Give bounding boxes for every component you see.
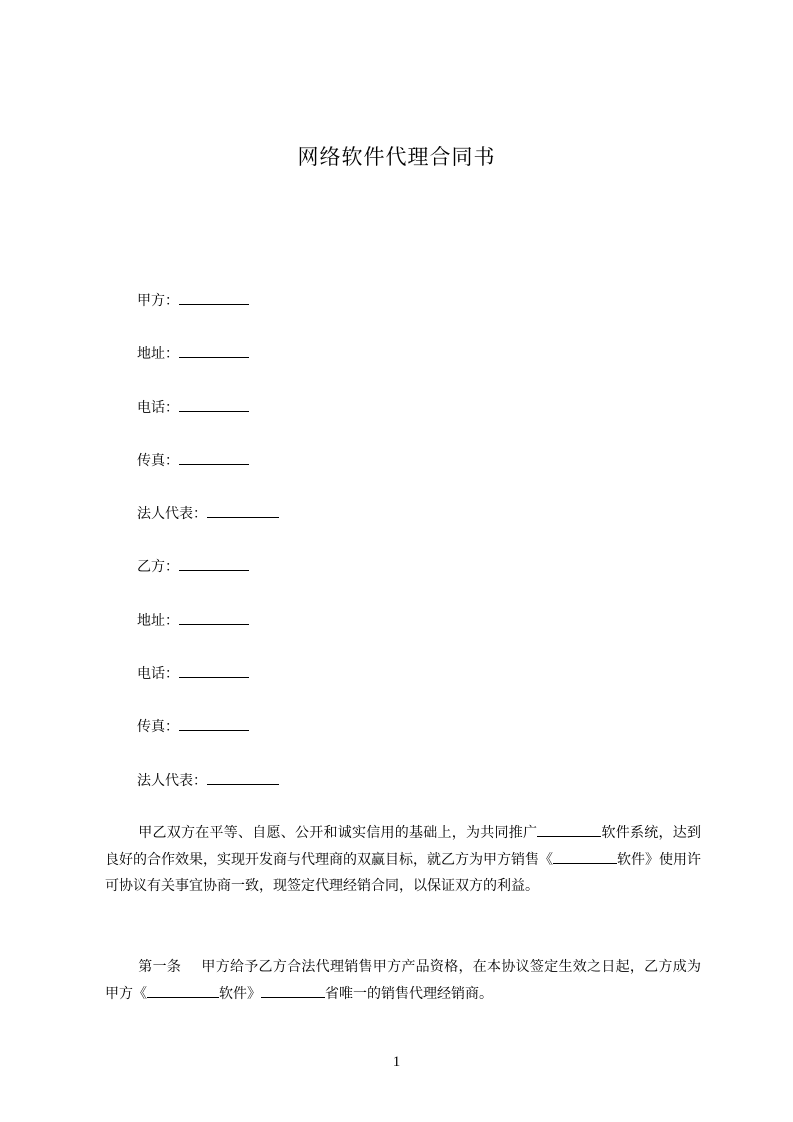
party-b-address-row [137,610,279,663]
party-a-fax-row [137,450,279,503]
party-a-phone-blank [179,397,249,412]
party-a-phone-label: 电话： [137,399,179,416]
party-a-name-blank [179,290,249,305]
party-b-legal-rep-row [137,770,279,823]
party-b-fax-label: 传真： [137,719,179,736]
party-info-list [137,290,279,823]
party-a-phone-row [137,397,279,450]
party-b-name-blank [179,556,249,571]
page-number: 1 [392,1054,401,1070]
article-1-text-1: 甲方给予乙方合法代理销售甲方产品资格，在本协议签定生效之日起，乙方成为甲方《 [105,959,702,1002]
party-a-address-blank [179,343,249,358]
party-b-name-row [137,556,279,609]
software-name-blank [537,822,601,837]
preamble-text-1: 甲乙双方在平等、自愿、公开和诚实信用的基础上，为共同推广 [138,825,538,841]
document-title: 网络软件代理合同书 [297,145,496,169]
party-b-address-label: 地址： [137,612,179,629]
preamble-paragraph [105,820,701,900]
article-1-paragraph [105,954,701,1007]
party-a-fax-label: 传真： [137,452,179,469]
party-a-name-row [137,290,279,343]
party-a-legal-rep-label: 法人代表： [137,506,207,523]
article-1-heading: 第一条 [138,959,182,975]
party-b-address-blank [179,610,249,625]
party-b-legal-rep-blank [207,770,279,785]
party-a-legal-rep-blank [207,503,279,518]
article-1-province-blank [261,983,325,998]
party-a-address-row [137,343,279,396]
party-a-address-label: 地址： [137,346,179,363]
preamble-text-3: 软件》使用许可协议有关事宜协商一致，现签定代理经销合同，以保证双方的利益。 [105,851,701,894]
party-b-phone-blank [179,663,249,678]
party-b-fax-row [137,716,279,769]
article-1-text-2: 软件》 [219,985,261,1002]
party-b-phone-row [137,663,279,716]
article-1-software-blank [147,983,219,998]
preamble-text-2: 软件系统，达到良好的合作效果，实现开发商与代理商的双赢目标，就乙方为甲方销售《 [105,825,701,868]
party-b-fax-blank [179,716,249,731]
party-b-phone-label: 电话： [137,666,179,683]
software-name-blank-2 [553,849,617,864]
party-a-name-label: 甲方： [137,293,179,309]
party-b-legal-rep-label: 法人代表： [137,772,207,789]
party-a-fax-blank [179,450,249,465]
party-b-name-label: 乙方： [137,559,179,576]
article-1-text-3: 省唯一的销售代理经销商。 [325,985,493,1002]
party-a-legal-rep-row [137,503,279,556]
